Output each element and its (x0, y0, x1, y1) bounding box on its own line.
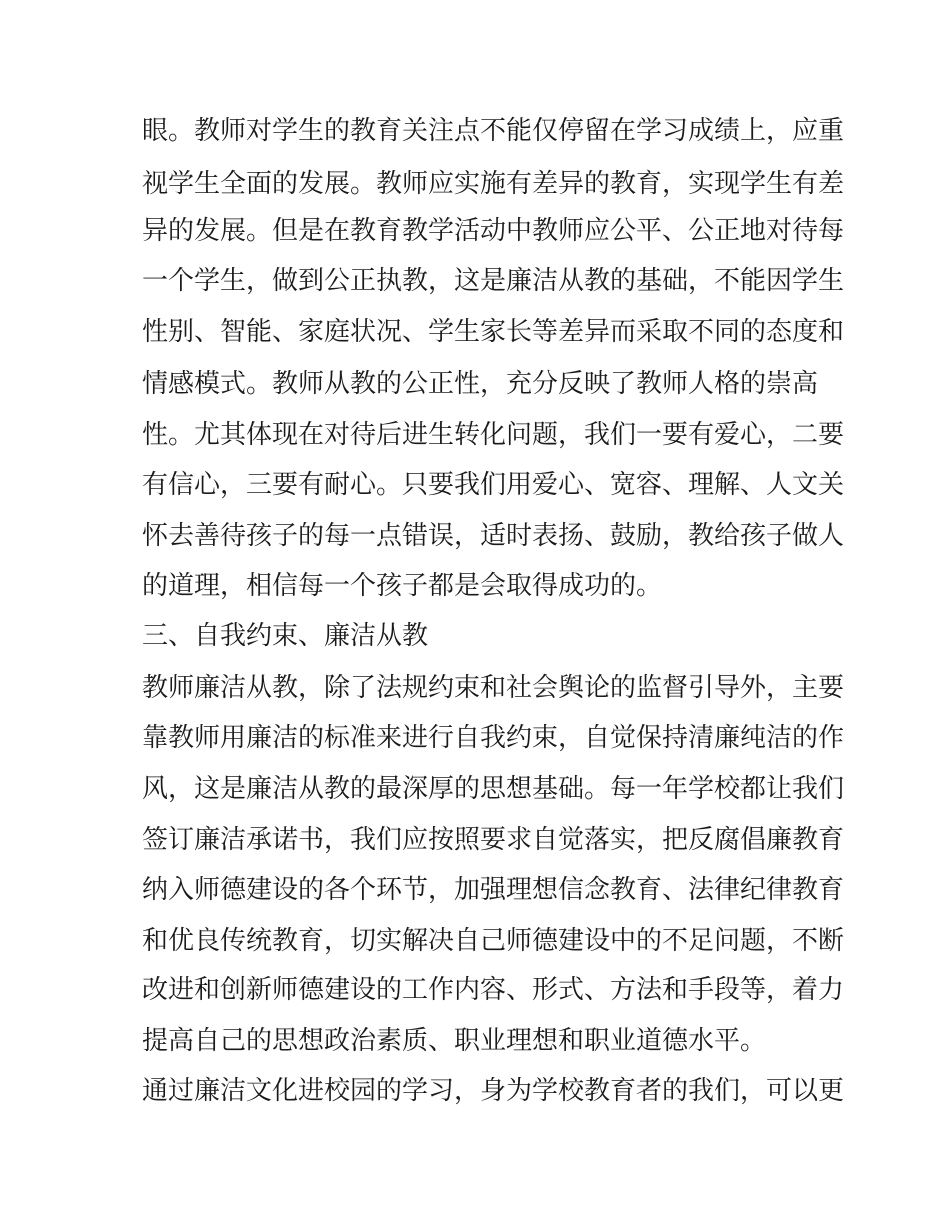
body-text-line: 通过廉洁文化进校园的学习，身为学校教育者的我们，可以更 (142, 1076, 845, 1106)
body-text-line: 提高自己的思想政治素质、职业理想和职业道德水平。 (142, 1026, 767, 1056)
body-text-line: 性别、智能、家庭状况、学生家长等差异而采取不同的态度和 (142, 317, 845, 347)
body-text-line: 一个学生，做到公正执教，这是廉洁从教的基础，不能因学生 (142, 266, 845, 296)
body-text-line: 和优良传统教育，切实解决自己师德建设中的不足问题，不断 (142, 926, 845, 956)
body-text-line: 的道理，相信每一个孩子都是会取得成功的。 (142, 571, 663, 601)
body-text-line: 异的发展。但是在教育教学活动中教师应公平、公正地对待每 (142, 216, 845, 246)
body-text-line: 眼。教师对学生的教育关注点不能仅停留在学习成绩上，应重 (142, 116, 845, 146)
body-text-line: 性。尤其体现在对待后进生转化问题，我们一要有爱心，二要 (142, 420, 845, 450)
body-text-line: 教师廉洁从教，除了法规约束和社会舆论的监督引导外，主要 (142, 673, 845, 703)
section-heading: 三、自我约束、廉洁从教 (142, 621, 429, 651)
body-text-line: 视学生全面的发展。教师应实施有差异的教育，实现学生有差 (142, 169, 845, 199)
body-text-line: 改进和创新师德建设的工作内容、形式、方法和手段等，着力 (142, 975, 845, 1005)
body-text-line: 签订廉洁承诺书，我们应按照要求自觉落实，把反腐倡廉教育 (142, 825, 845, 855)
body-text-line: 风，这是廉洁从教的最深厚的思想基础。每一年学校都让我们 (142, 774, 845, 804)
body-text-line: 怀去善待孩子的每一点错误，适时表扬、鼓励，教给孩子做人 (142, 521, 845, 551)
body-text-line: 纳入师德建设的各个环节，加强理想信念教育、法律纪律教育 (142, 875, 845, 905)
body-text-line: 靠教师用廉洁的标准来进行自我约束，自觉保持清廉纯洁的作 (142, 723, 845, 753)
body-text-line: 有信心，三要有耐心。只要我们用爱心、宽容、理解、人文关 (142, 470, 845, 500)
body-text-line: 情感模式。教师从教的公正性，充分反映了教师人格的崇高 (142, 369, 819, 399)
